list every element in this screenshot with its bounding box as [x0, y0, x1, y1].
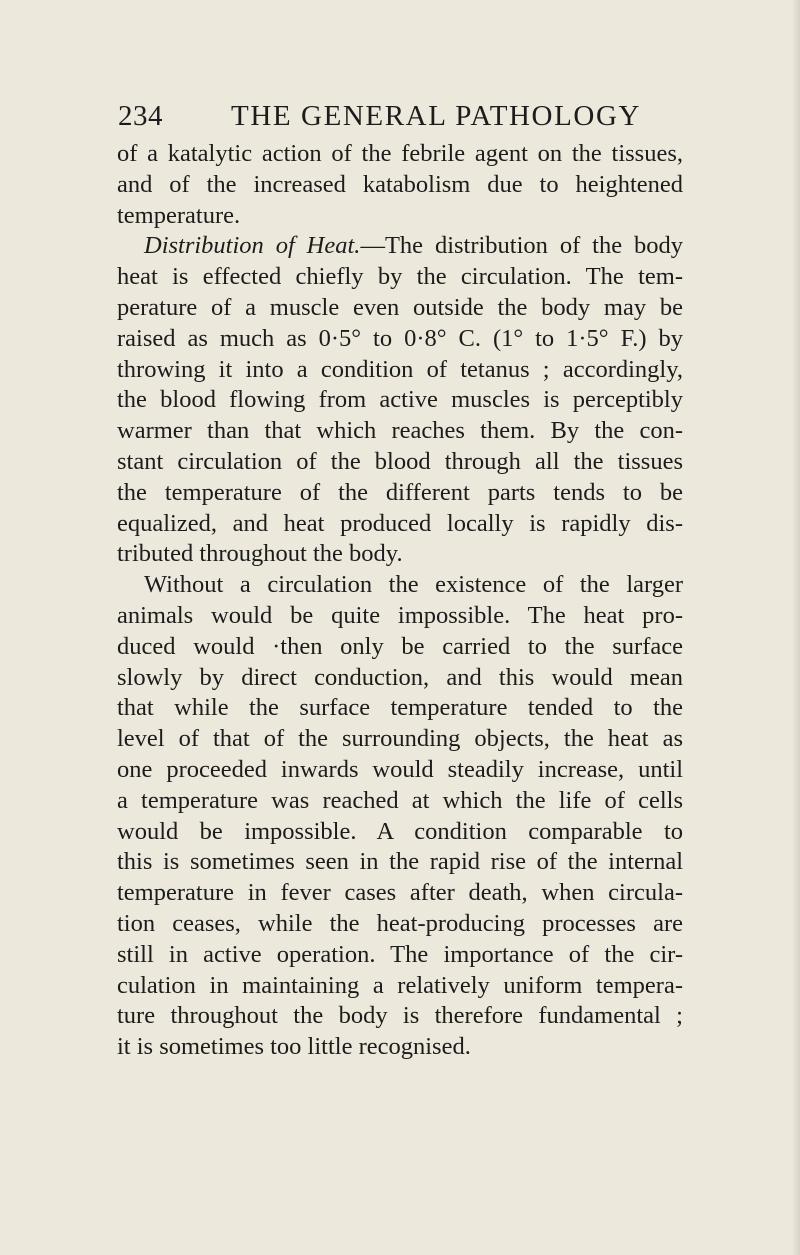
text-line: tion ceases, while the heat-producing processes are — [117, 909, 683, 937]
section-heading: Distribution of Heat. — [144, 232, 361, 260]
text-line: a temperature was reached at which the life of cells — [117, 786, 683, 814]
text-line: culation in maintaining a relatively uniform tempera- — [117, 971, 683, 999]
text-line: animals would be quite impossible. The heat pro- — [117, 601, 683, 629]
text-line — [117, 231, 683, 262]
text-line: throwing it into a condition of tetanus ; accordingly, — [117, 355, 683, 383]
text-line: heat is effected chiefly by the circulation. The tem- — [117, 263, 683, 291]
text-line: temperature. — [117, 201, 241, 229]
body-text — [117, 139, 683, 1063]
text-line: equalized, and heat produced locally is rapidly dis- — [117, 509, 683, 537]
text-line: the blood flowing from active muscles is perceptibly — [117, 386, 683, 414]
text-line: one proceeded inwards would steadily increase, until — [117, 755, 683, 783]
text-line: perature of a muscle even outside the body may be — [117, 293, 683, 321]
text-line: it is sometimes too little recognised. — [117, 1033, 471, 1061]
text-line: warmer than that which reaches them. By the con- — [117, 417, 683, 445]
text-line: the temperature of the different parts tends to be — [117, 478, 683, 506]
text-line: ture throughout the body is therefore fundamental ; — [117, 1002, 683, 1030]
page-edge-shadow — [792, 0, 800, 1255]
text-line-rest: —The distribution of the body — [360, 232, 683, 260]
running-title: THE GENERAL PATHOLOGY — [231, 100, 642, 132]
text-line: Without a circulation the existence of the larger — [144, 571, 683, 599]
text-line: this is sometimes seen in the rapid rise of the internal — [117, 848, 683, 876]
text-line: level of that of the surrounding objects, the heat as — [117, 725, 683, 753]
text-line: temperature in fever cases after death, when circula- — [117, 879, 683, 907]
text-line: slowly by direct conduction, and this would mean — [117, 663, 683, 691]
text-line: duced would ·then only be carried to the surface — [117, 632, 683, 660]
text-line: that while the surface temperature tended to the — [117, 694, 683, 722]
text-line: raised as much as 0·5° to 0·8° C. (1° to 1·5° F.) by — [117, 324, 683, 352]
text-line: and of the increased katabolism due to heightened — [117, 170, 683, 198]
text-line: stant circulation of the blood through all the tissues — [117, 447, 683, 475]
page-number: 234 — [118, 100, 163, 132]
text-line: tributed throughout the body. — [117, 540, 403, 568]
text-line: would be impossible. A condition comparable to — [117, 817, 683, 845]
text-line: still in active operation. The importance of the cir- — [117, 940, 683, 968]
text-line: of a katalytic action of the febrile agent on the tissues, — [117, 140, 683, 167]
